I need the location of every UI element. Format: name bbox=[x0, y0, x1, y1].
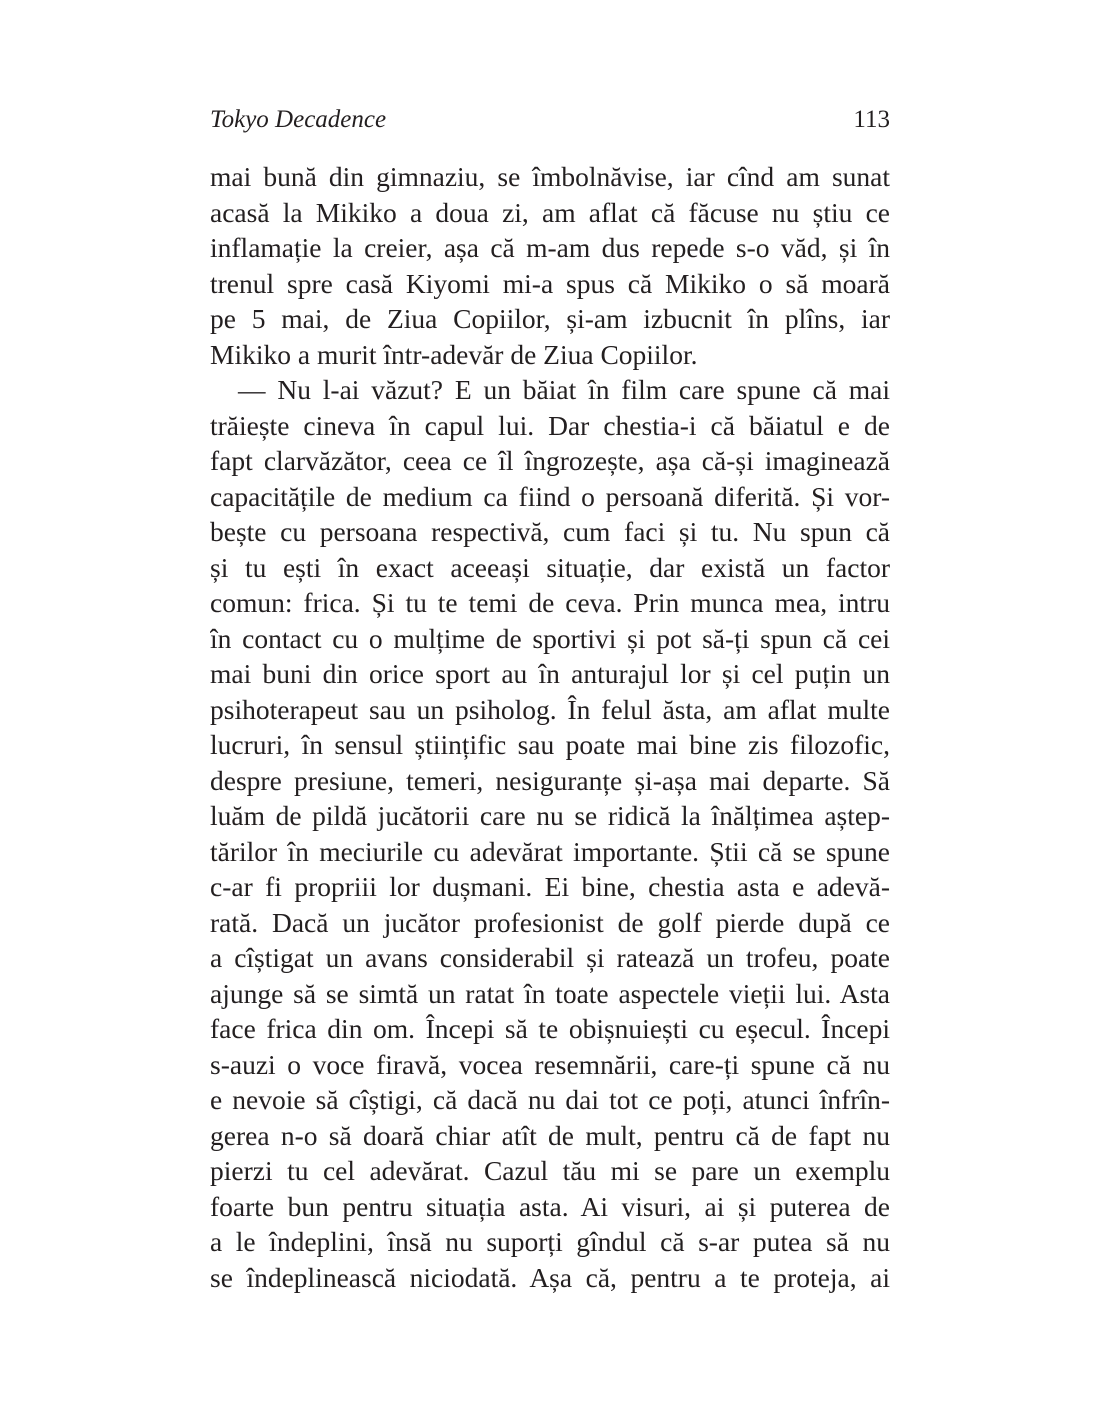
running-title: Tokyo Decadence bbox=[210, 106, 387, 133]
text-line: în contact cu o mulțime de sportivi și pot să-ți spun că cei bbox=[210, 622, 890, 654]
text-line: bește cu persoana respectivă, cum faci și tu. Nu spun că bbox=[210, 516, 890, 547]
text-line: lucruri, în sensul științific sau poate mai bine zis filozofic, bbox=[210, 729, 890, 760]
text-line: c-ar fi propriii lor dușmani. Ei bine, chestia asta e adevă- bbox=[210, 871, 890, 902]
text-line: trăiește cineva în capul lui. Dar chestia-i că băiatul e de bbox=[210, 409, 890, 441]
text-line: inflamație la creier, așa că m-am dus repede s-o văd, și în bbox=[210, 232, 890, 263]
text-line: fapt clarvăzător, ceea ce îl îngrozește, așa că-și imaginează bbox=[210, 445, 890, 476]
text-line: — Nu l-ai văzut? E un băiat în film care spune că mai bbox=[238, 374, 890, 405]
text-line: a cîștigat un avans considerabil și ratează un trofeu, poate bbox=[210, 942, 890, 973]
running-head bbox=[210, 100, 890, 140]
text-line: a le îndeplini, însă nu suporți gîndul că s-ar putea să nu bbox=[210, 1226, 890, 1257]
text-line: face frica din om. Începi să te obișnuiești cu eșecul. Începi bbox=[210, 1013, 890, 1044]
text-line: rată. Dacă un jucător profesionist de golf pierde după ce bbox=[210, 906, 890, 938]
text-line: mai buni din orice sport au în anturajul lor și cel puțin un bbox=[210, 658, 890, 689]
text-line: gerea n-o să doară chiar atît de mult, pentru că de fapt nu bbox=[210, 1119, 890, 1151]
text-line: capacitățile de medium ca fiind o persoană diferită. Și vor- bbox=[210, 480, 890, 512]
text-line: comun: frica. Și tu te temi de ceva. Prin munca mea, intru bbox=[210, 587, 890, 618]
text-line: trenul spre casă Kiyomi mi-a spus că Mikiko o să moară bbox=[210, 267, 890, 299]
text-line: Mikiko a murit într-adevăr de Ziua Copiilor. bbox=[210, 338, 698, 370]
text-line: psihoterapeut sau un psiholog. În felul ăsta, am aflat multe bbox=[210, 693, 890, 725]
text-line: luăm de pildă jucătorii care nu se ridică la înălțimea aștep- bbox=[210, 800, 890, 831]
text-line: acasă la Mikiko a doua zi, am aflat că făcuse nu știu ce bbox=[210, 196, 890, 228]
page-number: 113 bbox=[853, 106, 890, 133]
text-line: mai bună din gimnaziu, se îmbolnăvise, iar cînd am sunat bbox=[210, 161, 890, 192]
text-line: ajunge să se simtă un ratat în toate aspectele vieții lui. Asta bbox=[210, 977, 890, 1009]
text-line: se îndeplinească niciodată. Așa că, pentru a te proteja, ai bbox=[210, 1261, 890, 1293]
text-line: și tu ești în exact aceeași situație, dar există un factor bbox=[210, 551, 890, 583]
text-line: s-auzi o voce firavă, vocea resemnării, care-ți spune că nu bbox=[210, 1048, 890, 1080]
text-line: despre presiune, temeri, nesiguranțe și-așa mai departe. Să bbox=[210, 764, 890, 796]
text-line: e nevoie să cîștigi, că dacă nu dai tot ce poți, atunci înfrîn- bbox=[210, 1084, 890, 1115]
text-line: tărilor în meciurile cu adevărat importante. Știi că se spune bbox=[210, 835, 890, 867]
body-text bbox=[210, 159, 890, 1295]
text-line: pierzi tu cel adevărat. Cazul tău mi se pare un exemplu bbox=[210, 1155, 890, 1186]
text-line: foarte bun pentru situația asta. Ai visuri, ai și puterea de bbox=[210, 1190, 890, 1222]
text-line: pe 5 mai, de Ziua Copiilor, și-am izbucnit în plîns, iar bbox=[210, 303, 890, 334]
